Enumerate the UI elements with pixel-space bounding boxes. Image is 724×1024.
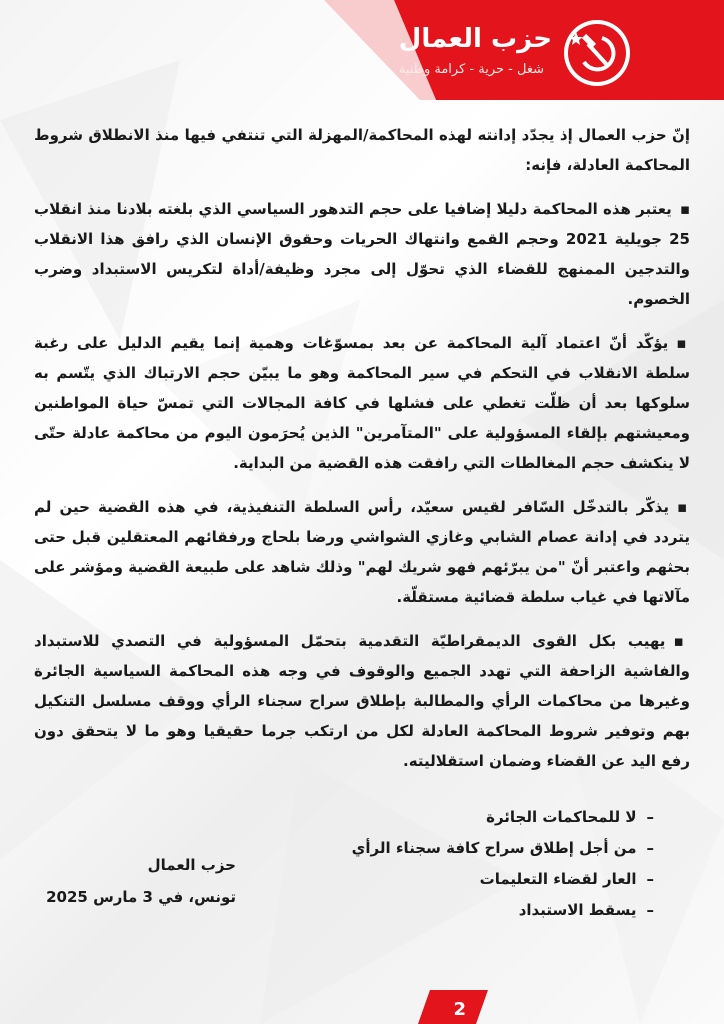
point-paragraph: ▪ يذكّر بالتدخّل السّافر لقيس سعيّد، رأس السلطة التنفيذية، في هذه القضية حين لم يتردد في إدانة عصام الشابي وغازي الشواشي ورضا بلحاج ورفقائهم المعتقلين قبل حتى بحثهم واعتبر أنّ "من يبرّئهم فهو شريك لهم" وذلك شاهد على طبيعة القضية ومؤشر على مآلاتها في غياب سلطة قضائية مستقلّة.	[34, 492, 690, 612]
signature-name: حزب العمال	[147, 856, 236, 874]
point-paragraph: ▪ يهيب بكل القوى الديمقراطيّة التقدمية بتحمّل المسؤولية في التصدي للاستبداد والفاشية الزاحفة التي تهدد الجميع والوقوف في وجه هذه المحاكمة السياسية الجائرة وغيرها من محاكمات الرأي والمطالبة بإطلاق سراح سجناء الرأي ووقف مسلسل التنكيل بهم وتوفير شروط المحاكمة العادلة لكل من ارتكب جرما حقيقيا وهو ما لا يتحقق دون رفع اليد عن القضاء وضمان استقلاليته.	[34, 626, 690, 776]
point-paragraph: ▪ يعتبر هذه المحاكمة دليلا إضافيا على حجم التدهور السياسي الذي بلغته بلادنا منذ انقلاب 25 جويلية 2021 وحجم القمع وانتهاك الحريات وحقوق الإنسان الذي رافق هذا الانقلاب والتدجين الممنهج للقضاء الذي تحوّل إلى مجرد وظيفة/أداة لتكريس الاستبداد وضرب الخصوم.	[34, 194, 690, 314]
party-slogan: شغل - حرية - كرامة وطنية	[398, 62, 544, 77]
party-logo	[562, 18, 632, 88]
header-banner	[324, 0, 724, 100]
intro-paragraph: إنّ حزب العمال إذ يجدّد إدانته لهذه المحاكمة/المهزلة التي تنتفي فيها منذ الانطلاق شروط المحاكمة العادلة، فإنه:	[34, 126, 690, 174]
party-name: حزب العمال	[398, 24, 552, 54]
signature-date: تونس، في 3 مارس 2025	[46, 888, 236, 906]
slogan-item: – يسقط الاستبداد	[34, 895, 654, 925]
point-paragraph: ▪ يؤكّد أنّ اعتماد آلية المحاكمة عن بعد بمسوّغات وهمية إنما يقيم الدليل على رغبة سلطة الانقلاب في التحكم في سير المحاكمة وهو ما يبيّن حجم الارتباك الذي يتّسم به سلوكها بعد أن ظلّت تغطي على فشلها في كافة المجالات التي تمسّ حياة المواطنين ومعيشتهم بإلقاء المسؤولية على "المتآمرين" الذين يُحرَمون اليوم من محاكمة عادلة حتّى لا ينكشف حجم المغالطات التي رافقت هذه القضية من البداية.	[34, 328, 690, 478]
statement-body	[34, 120, 690, 926]
signature-block	[46, 856, 236, 906]
slogan-item: – العار لقضاء التعليمات	[34, 864, 654, 894]
slogan-item: – لا للمحاكمات الجائرة	[34, 802, 654, 832]
slogan-item: – من أجل إطلاق سراح كافة سجناء الرأي	[34, 833, 654, 863]
page-number: 2	[453, 999, 466, 1020]
hammer-sickle-star-icon	[562, 18, 632, 88]
